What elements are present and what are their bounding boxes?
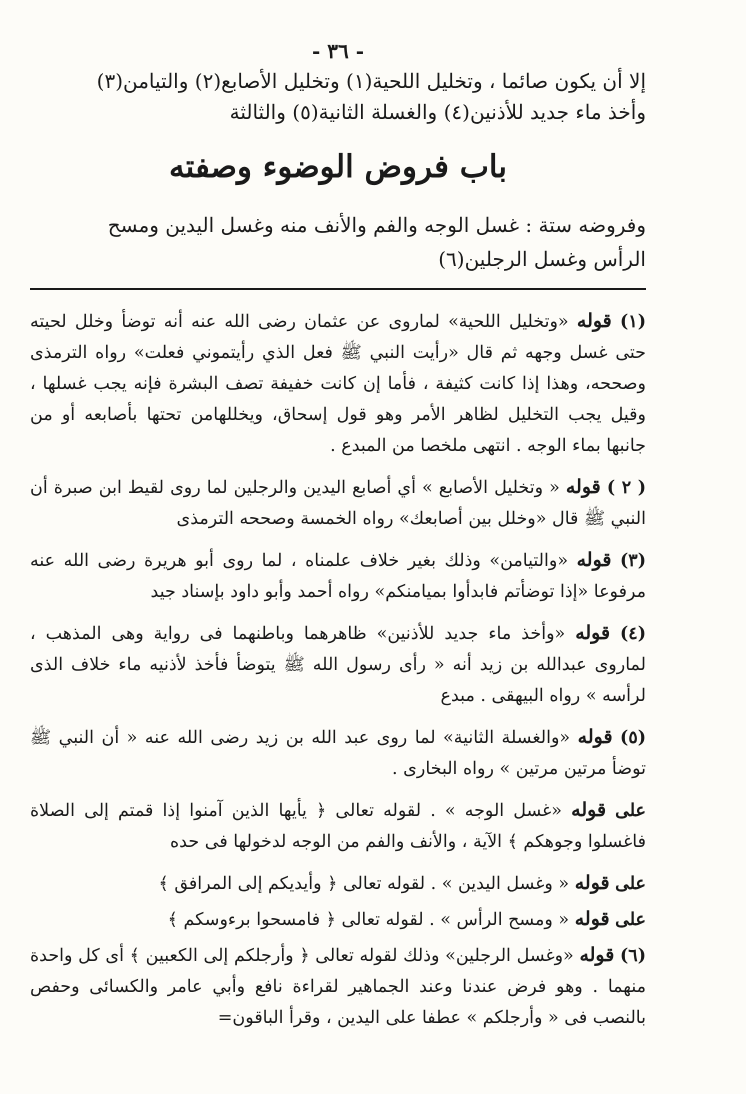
footnote-text: «وغسل الرجلين» وذلك لقوله تعالى ﴿ وأرجلكم إلى الكعبين ﴾ أى كل واحدة منهما . وهو فرض عندنا وعند الجماهير لقراءة نافع وأبي عامر والكسائى وحفص بالنصب فى « وأرجلكم » عطفا على اليدين ، وقرأ الباقون=: [30, 946, 646, 1028]
footnote-text: « ومسح الرأس » . لقوله تعالى ﴿ فامسحوا برءوسكم ﴾: [167, 910, 570, 930]
footnote-number: (٦): [620, 946, 646, 966]
footnote-6: [30, 940, 646, 1034]
footnote-keyword: قوله: [577, 726, 613, 748]
continuation-text: [30, 66, 646, 128]
footnotes: [30, 306, 646, 1034]
footnote-5: [30, 722, 646, 785]
footnote-text: «والغسلة الثانية» لما روى عبد الله بن زيد رضى الله عنه « أن النبي ﷺ توضأ مرتين مرتين » رواه البخارى .: [30, 728, 646, 779]
text-line: الرأس وغسل الرجلين(٦): [438, 247, 646, 271]
footnote-text: « وتخليل الأصابع » أي أصابع اليدين والرجلين لما روى لقيط ابن صبرة أن النبي ﷺ قال «وخلل بين أصابعك» رواه الخمسة وصححه الترمذى: [30, 478, 646, 529]
footnote-number: (٣): [620, 551, 646, 571]
footnote-number: (١): [620, 312, 646, 332]
footnote-ras: [30, 904, 646, 936]
footnote-text: « وغسل اليدين » . لقوله تعالى ﴿ وأيديكم إلى المرافق ﴾: [158, 874, 570, 894]
footnote-wajh: [30, 795, 646, 858]
footnote-keyword: قوله: [579, 944, 615, 966]
footnote-text: «والتيامن» وذلك بغير خلاف علمناه ، لما روى أبو هريرة رضى الله عنه مرفوعا «إذا توضأتم فابدأوا بميامنكم» رواه أحمد وأبو داود بإسناد جيد: [30, 551, 646, 602]
page-number: - ٣٦ -: [311, 39, 364, 63]
footnote-prefix: على: [615, 801, 646, 821]
footnote-keyword: قوله: [574, 908, 610, 930]
text-line: إلا أن يكون صائما ، وتخليل اللحية(١) وتخليل الأصابع(٢) والتيامن(٣): [96, 69, 646, 93]
footnote-yadain: [30, 868, 646, 900]
footnote-keyword: قوله: [575, 622, 611, 644]
footnote-text: «وتخليل اللحية» لماروى عن عثمان رضى الله عنه أنه توضأ وخلل لحيته حتى غسل وجهه ثم قال «رأيت النبي ﷺ فعل الذي رأيتموني فعلت» رواه الترمذى وصححه، وهذا إذا كانت كثيفة ، فأما إن كانت خفيفة تصف البشرة فإنه يجب غسلها ، وقيل يجب التخليل لظاهر الأمر وهو قول إسحاق، ويخللهامن تحتها بأصابعه أو من جانبها بماء الوجه . انتهى ملخصا من المبدع .: [30, 312, 646, 456]
text-line: وفروضه ستة : غسل الوجه والفم والأنف منه وغسل اليدين ومسح: [107, 213, 646, 237]
footnote-text: «غسل الوجه » . لقوله تعالى ﴿ يأيها الذين آمنوا إذا قمتم إلى الصلاة فاغسلوا وجوهكم ﴾ الآية ، والأنف والفم من الوجه لدخولها فى حده: [30, 801, 646, 852]
footnote-keyword: قوله: [576, 310, 612, 332]
footnote-divider: [30, 288, 646, 290]
footnote-text: «وأخذ ماء جديد للأذنين» ظاهرهما وباطنهما فى رواية وهى المذهب ، لماروى عبدالله بن زيد أنه « رأى رسول الله ﷺ يتوضأ فأخذ لأذنيه ماء خلاف الذى لرأسه » رواه البيهقى . مبدع: [30, 624, 646, 706]
footnote-prefix: على: [615, 910, 646, 930]
footnote-keyword: قوله: [571, 799, 607, 821]
chapter-title: باب فروض الوضوء وصفته: [169, 149, 507, 185]
footnote-3: [30, 545, 646, 608]
footnote-2: [30, 472, 646, 535]
footnote-keyword: قوله: [576, 549, 612, 571]
main-text: [30, 208, 646, 276]
text-line: وأخذ ماء جديد للأذنين(٤) والغسلة الثانية(٥) والثالثة: [229, 100, 646, 124]
footnote-4: [30, 618, 646, 712]
footnote-number: (٤): [620, 624, 646, 644]
footnote-number: ( ٢ ): [606, 478, 647, 498]
footnote-number: (٥): [620, 728, 646, 748]
footnote-prefix: على: [615, 874, 646, 894]
footnote-keyword: قوله: [574, 872, 610, 894]
footnote-keyword: قوله: [565, 476, 601, 498]
footnote-1: [30, 306, 646, 462]
